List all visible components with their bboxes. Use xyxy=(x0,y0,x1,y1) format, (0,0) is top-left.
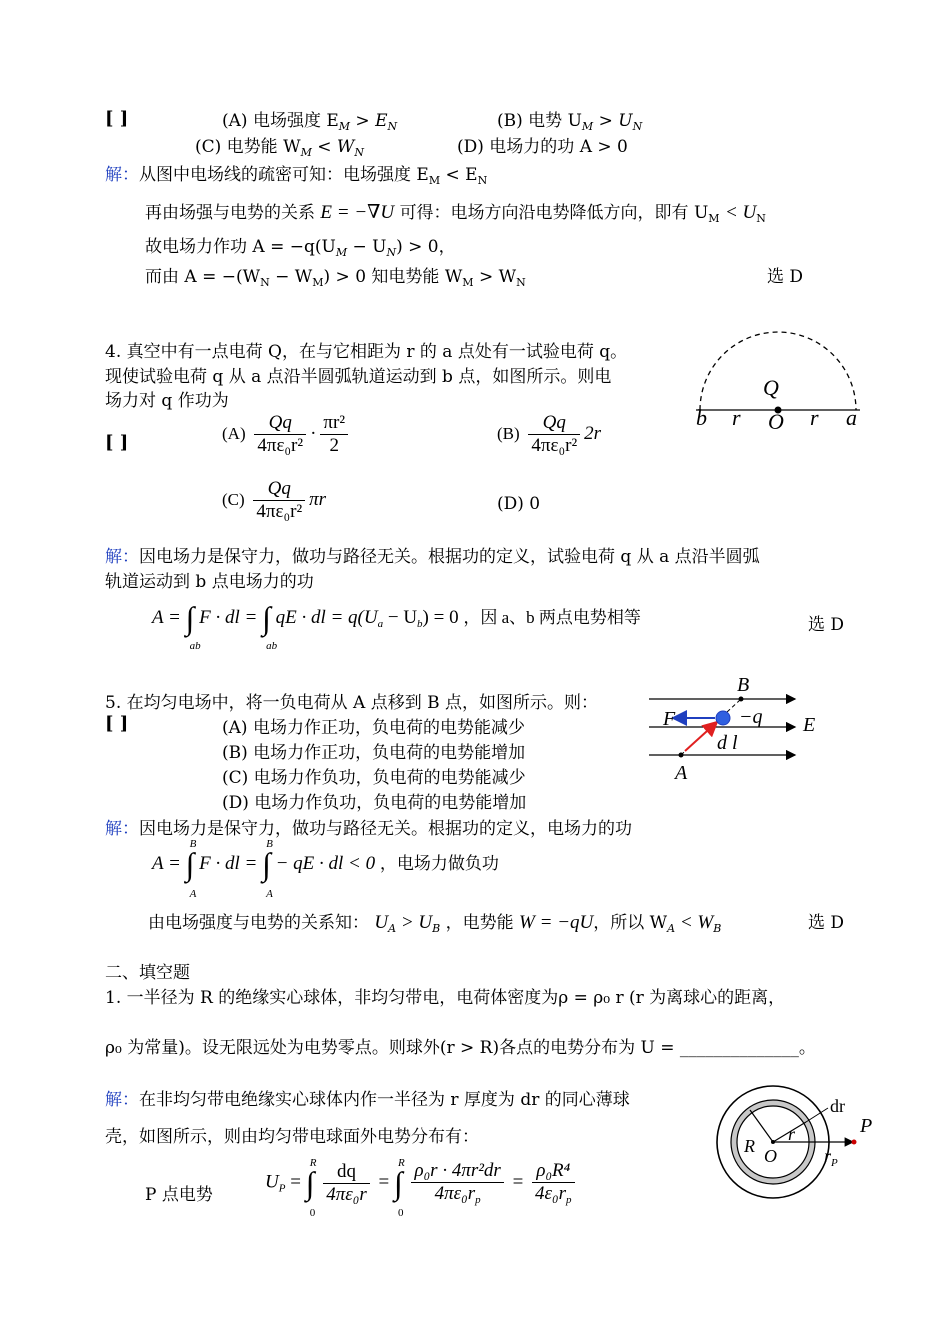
q4-stem-line1: 4. 真空中有一点电荷 Q，在与它相距为 r 的 a 点处有一试验电荷 q。 xyxy=(105,342,628,362)
q5-solution-line1: 解：因电场力是保守力，做功与路径无关。根据功的定义，电场力的功 xyxy=(105,819,632,839)
q3-solution-line2: 再由场强与电势的关系 E = −∇U 可得：电场方向沿电势降低方向，即有 $U_M < U_N$ xyxy=(145,202,766,225)
potential-equation: $U_P$ = ∫ R 0 $\frac{dq}{\text{4πε₀r}}$ = ∫ R 0 $\frac{\text{ρ₀r · 4πr²dr}}{4\pi\varepsilon_0r_p}$ = $\frac{\text{ρ₀R⁴}}{4\varepsilon_0r_p}$ xyxy=(265,1160,579,1206)
fig-label-R: R xyxy=(744,1136,755,1156)
q4-answer: 选 D xyxy=(808,615,845,635)
potential-label: P 点电势 xyxy=(145,1185,213,1205)
fig-label-B: B xyxy=(737,675,750,696)
q4-work-equation: A = ∫ ab F · dl = ∫ ab qE · dl = $q(U_a - U_b) = 0$ ，因 a、b 两点电势相等 xyxy=(152,600,641,652)
q4-bracket: [ ] xyxy=(105,432,129,453)
q3-bracket: [ ] xyxy=(105,108,129,129)
fig-label-F: F xyxy=(663,708,676,730)
solution-label: 解： xyxy=(105,547,139,567)
q3-solution-line1: 解：从图中电场线的疏密可知：电场强度 $E_M < E_N$ xyxy=(105,165,488,187)
q3-option-b: (B) 电势 $U_M > U_N$ xyxy=(497,111,643,133)
q3-option-a: (A) 电场强度 $E_M > E_N$ xyxy=(222,111,398,133)
q4-option-b: (B) $\frac{Qq}{\text{4πε₀r²}}$ 2r xyxy=(497,412,602,456)
q3-answer: 选 D xyxy=(767,267,804,287)
q3-option-c: (C) 电势能 $W_M < W_N$ xyxy=(195,137,364,159)
fig-label-dl: d l xyxy=(717,732,738,754)
fig-label-O: O xyxy=(764,1146,777,1166)
q4-semicircle-figure xyxy=(690,325,870,435)
fill-q1-solution-line1: 解：在非均匀带电绝缘实心球体内作一半径为 r 厚度为 dr 的同心薄球 xyxy=(105,1090,630,1110)
q5-option-b: (B) 电场力作正功，负电荷的电势能增加 xyxy=(222,743,526,763)
solution-label: 解： xyxy=(105,165,139,185)
fig-label-a: a xyxy=(846,405,857,430)
fig-label-Q: Q xyxy=(763,375,779,400)
q5-stem: 5. 在均匀电场中，将一负电荷从 A 点移到 B 点，如图所示。则： xyxy=(105,693,599,713)
q5-option-d: (D) 电场力作负功，负电荷的电势能增加 xyxy=(222,793,527,813)
q4-option-d: (D) 0 xyxy=(497,494,541,514)
q5-option-c: (C) 电场力作负功，负电荷的电势能减少 xyxy=(222,768,526,788)
fig-label-r2: r xyxy=(810,405,819,430)
solution-label: 解： xyxy=(105,1090,139,1110)
fig-label-dr: dr xyxy=(830,1096,845,1116)
fig-label-A: A xyxy=(675,762,688,784)
fill-q1-line2: ρ₀ 为常量)。设无限远处为电势零点。则球外(r > R)各点的电势分布为 U = ______________。 xyxy=(105,1038,816,1058)
q3-solution-line3: 故电场力作功 $A = -q(U_M - U_N) > 0$， xyxy=(145,237,456,259)
fig-label-q: −q xyxy=(739,706,763,728)
q4-option-c: (C) $\frac{Qq}{\text{4πε₀r²}}$ πr xyxy=(222,478,327,522)
fig-label-r: r xyxy=(788,1124,796,1144)
sphere-shell-figure xyxy=(708,1080,888,1200)
q4-stem-line3: 场力对 q 作功为 xyxy=(105,391,229,411)
section-title: 二、填空题 xyxy=(105,963,190,983)
q4-solution-line2: 轨道运动到 b 点电场力的功 xyxy=(105,572,314,592)
q3-option-d: (D) 电场力的功 A > 0 xyxy=(457,137,628,157)
q4-solution-line1: 解：因电场力是保守力，做功与路径无关。根据功的定义，试验电荷 q 从 a 点沿半圆弧 xyxy=(105,547,760,567)
fig-label-P: P xyxy=(860,1115,873,1137)
fill-q1-line1: 1. 一半径为 R 的绝缘实心球体，非均匀带电，电荷体密度为ρ = ρ₀ r (r 为离球心的距离， xyxy=(105,988,786,1008)
q5-solution-line3: 由电场强度与电势的关系知： $U_A > U_B$ ，电势能 W = −qU，所以 $W_A < W_B$ xyxy=(148,912,722,935)
q5-bracket: [ ] xyxy=(105,713,129,734)
fig-label-r1: r xyxy=(732,405,741,430)
fig-label-E: E xyxy=(803,714,816,736)
fig-label-O: O xyxy=(768,409,784,434)
q4-option-a: (A) $\frac{Qq}{\text{4πε₀r²}}$ · $\frac{\text{πr²}}{2}$ xyxy=(222,412,352,457)
fig-label-rP: $r_P$ xyxy=(824,1146,838,1169)
q5-field-figure xyxy=(645,675,835,785)
fill-q1-solution-line2: 壳，如图所示，则由均匀带电球面外电势分布有： xyxy=(105,1127,479,1147)
fig-label-b: b xyxy=(696,405,707,430)
q4-stem-line2: 现使试验电荷 q 从 a 点沿半圆弧轨道运动到 b 点，如图所示。则电 xyxy=(105,367,612,387)
q5-work-equation: A = ∫ B A F · dl = ∫ B A − qE · dl < 0 ，电场力做负功 xyxy=(152,838,499,900)
solution-label: 解： xyxy=(105,819,139,839)
q5-answer: 选 D xyxy=(808,913,845,933)
q3-solution-line4: 而由 $A = -(W_N - W_M) > 0$ 知电势能 $W_M > W_N$ xyxy=(145,267,526,289)
q5-option-a: (A) 电场力作正功，负电荷的电势能减少 xyxy=(222,718,525,738)
